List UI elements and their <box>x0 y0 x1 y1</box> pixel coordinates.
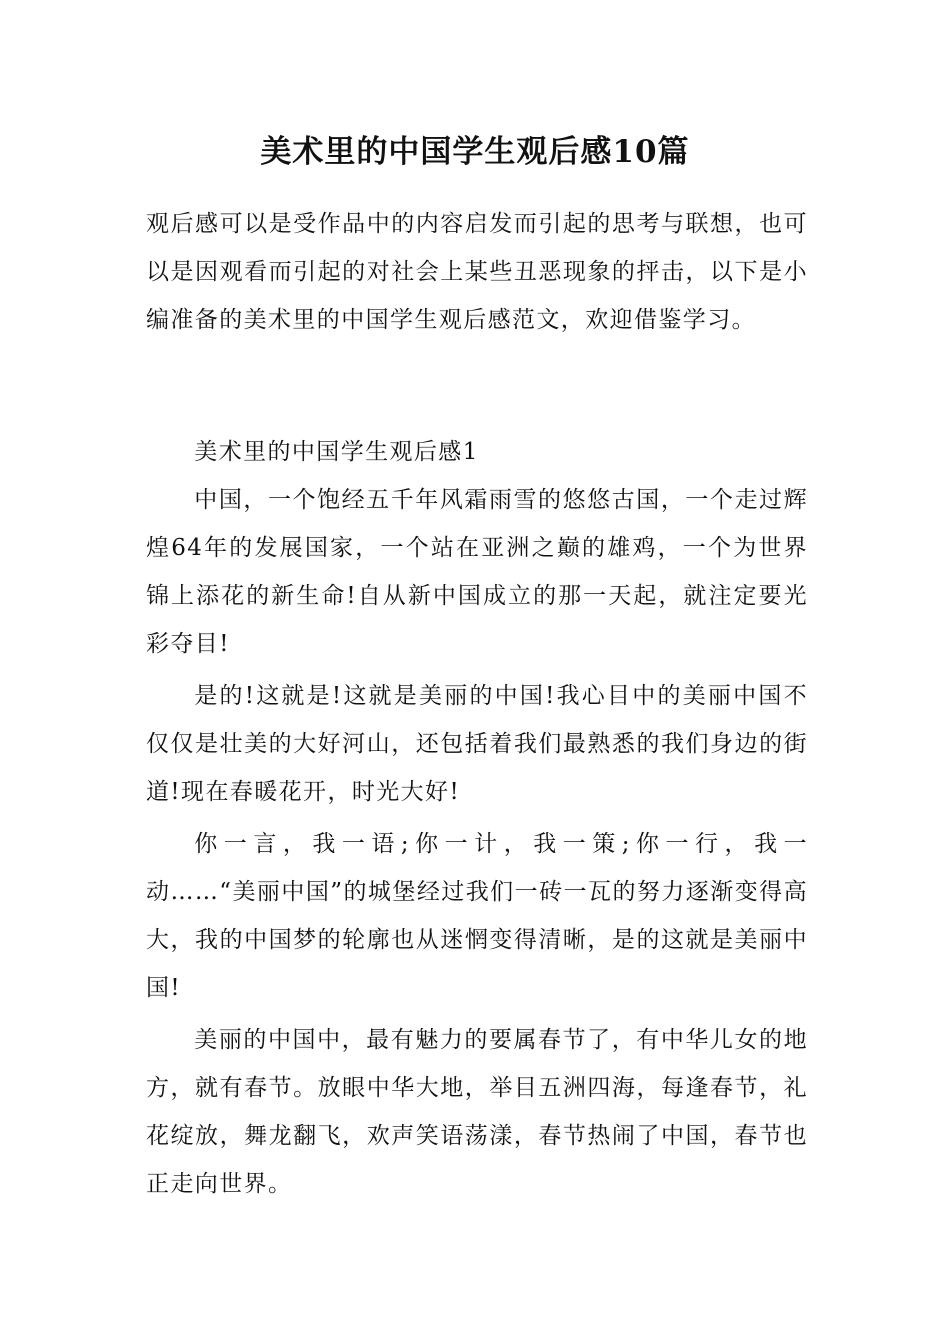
body-paragraph: 是的!这就是!这就是美丽的中国!我心目中的美丽中国不仅仅是壮美的大好河山，还包括着我们最熟悉的我们身边的街道!现在春暖花开，时光大好! <box>146 683 808 805</box>
document-title: 美术里的中国学生观后感10篇 <box>260 134 690 170</box>
body-paragraph: 美丽的中国中，最有魅力的要属春节了，有中华儿女的地方，就有春节。放眼中华大地，举目五洲四海，每逢春节，礼花绽放，舞龙翻飞，欢声笑语荡漾，春节热闹了中国，春节也正走向世界。 <box>146 1027 808 1197</box>
intro-paragraph: 观后感可以是受作品中的内容启发而引起的思考与联想，也可以是因观看而引起的对社会上某些丑恶现象的抨击，以下是小编准备的美术里的中国学生观后感范文，欢迎借鉴学习。 <box>146 211 808 333</box>
section-heading: 美术里的中国学生观后感1 <box>194 439 479 465</box>
body-paragraph: 你一言，我一语;你一计，我一策;你一行，我一动……“美丽中国”的城堡经过我们一砖一瓦的努力逐渐变得高大，我的中国梦的轮廓也从迷惘变得清晰，是的这就是美丽中国! <box>146 831 808 1001</box>
body-paragraph: 中国，一个饱经五千年风霜雨雪的悠悠古国，一个走过辉煌64年的发展国家，一个站在亚洲之巅的雄鸡，一个为世界锦上添花的新生命!自从新中国成立的那一天起，就注定要光彩夺目! <box>146 487 808 657</box>
